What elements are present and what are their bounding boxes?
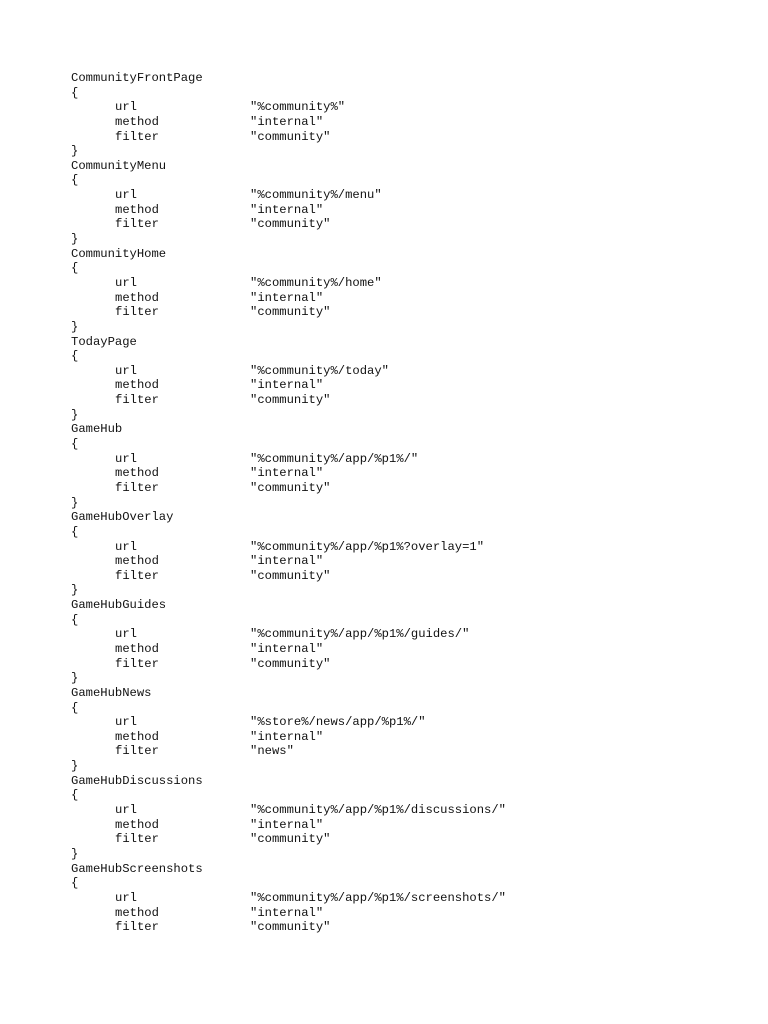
entry-key: url bbox=[115, 451, 137, 466]
close-brace: } bbox=[71, 144, 79, 159]
entry-url bbox=[71, 627, 470, 642]
entry-url bbox=[71, 715, 426, 730]
config-block bbox=[71, 510, 485, 598]
entry-value: "%store%/news/app/%p1%/" bbox=[250, 715, 426, 730]
entry-value: "community" bbox=[250, 393, 331, 408]
open-brace: { bbox=[71, 876, 79, 891]
entry-value: "community" bbox=[250, 920, 331, 935]
entry-filter bbox=[71, 480, 331, 496]
entry-filter bbox=[71, 656, 331, 672]
entry-value: "news" bbox=[250, 744, 294, 759]
entry-key: method bbox=[115, 729, 159, 744]
close-brace: } bbox=[71, 407, 79, 422]
config-block bbox=[71, 773, 506, 862]
entry-key: method bbox=[115, 202, 159, 217]
block-name: TodayPage bbox=[71, 334, 137, 349]
entry-url bbox=[71, 363, 389, 379]
entry-key: method bbox=[115, 905, 159, 920]
entry-key: filter bbox=[115, 920, 159, 935]
entry-value: "community" bbox=[250, 129, 331, 144]
entry-method bbox=[71, 290, 324, 306]
config-block bbox=[71, 158, 382, 247]
entry-value: "community" bbox=[250, 480, 331, 495]
entry-key: filter bbox=[115, 305, 159, 320]
close-brace: } bbox=[71, 583, 79, 598]
close-brace: } bbox=[71, 759, 79, 774]
entry-value: "%community%/menu" bbox=[250, 188, 382, 203]
entry-method bbox=[71, 905, 324, 921]
entry-value: "internal" bbox=[250, 378, 324, 393]
config-document bbox=[71, 71, 506, 935]
entry-value: "internal" bbox=[250, 729, 324, 744]
entry-url bbox=[71, 188, 382, 203]
entry-key: url bbox=[115, 539, 137, 554]
block-name: CommunityMenu bbox=[71, 158, 167, 173]
entry-method bbox=[71, 202, 324, 218]
entry-filter bbox=[71, 568, 331, 584]
close-brace: } bbox=[71, 495, 79, 510]
open-brace: { bbox=[71, 524, 79, 539]
entry-key: filter bbox=[115, 832, 159, 847]
entry-value: "internal" bbox=[250, 290, 324, 305]
entry-value: "internal" bbox=[250, 114, 324, 129]
block-name: GameHub bbox=[71, 422, 123, 437]
entry-filter bbox=[71, 129, 331, 145]
entry-value: "internal" bbox=[250, 466, 324, 481]
entry-key: filter bbox=[115, 744, 159, 759]
entry-method bbox=[71, 114, 324, 130]
entry-key: url bbox=[115, 188, 137, 203]
block-name: GameHubScreenshots bbox=[71, 861, 203, 876]
entry-url bbox=[71, 100, 346, 115]
entry-key: url bbox=[115, 803, 137, 818]
entry-value: "internal" bbox=[250, 202, 324, 217]
entry-filter bbox=[71, 305, 331, 320]
entry-key: method bbox=[115, 554, 159, 569]
entry-filter bbox=[71, 217, 331, 232]
entry-key: method bbox=[115, 378, 159, 393]
config-block bbox=[71, 71, 346, 159]
entry-key: filter bbox=[115, 129, 159, 144]
entry-method bbox=[71, 466, 324, 481]
entry-key: method bbox=[115, 466, 159, 481]
config-block bbox=[71, 246, 382, 335]
entry-value: "community" bbox=[250, 217, 331, 232]
entry-value: "%community%/home" bbox=[250, 275, 382, 290]
entry-url bbox=[71, 539, 485, 555]
entry-key: filter bbox=[115, 393, 159, 408]
entry-value: "community" bbox=[250, 656, 331, 671]
open-brace: { bbox=[71, 788, 79, 803]
config-block bbox=[71, 685, 426, 774]
entry-key: url bbox=[115, 715, 137, 730]
entry-url bbox=[71, 275, 382, 291]
entry-value: "internal" bbox=[250, 641, 324, 656]
entry-filter bbox=[71, 920, 331, 935]
entry-key: url bbox=[115, 275, 137, 290]
close-brace: } bbox=[71, 846, 79, 861]
entry-value: "internal" bbox=[250, 905, 324, 920]
entry-value: "%community%/today" bbox=[250, 363, 389, 378]
block-name: GameHubNews bbox=[71, 685, 152, 700]
entry-key: url bbox=[115, 100, 137, 115]
entry-url bbox=[71, 890, 506, 906]
open-brace: { bbox=[71, 612, 79, 627]
entry-value: "%community%/app/%p1%/screenshots/" bbox=[250, 890, 506, 905]
entry-value: "community" bbox=[250, 305, 331, 320]
config-block bbox=[71, 422, 419, 510]
config-block bbox=[71, 334, 389, 423]
entry-key: filter bbox=[115, 568, 159, 583]
entry-value: "community" bbox=[250, 832, 331, 847]
entry-key: method bbox=[115, 114, 159, 129]
open-brace: { bbox=[71, 437, 79, 452]
entry-value: "%community%/app/%p1%?overlay=1" bbox=[250, 539, 485, 554]
entry-method bbox=[71, 641, 324, 657]
entry-value: "%community%/app/%p1%/guides/" bbox=[250, 627, 470, 642]
entry-key: url bbox=[115, 627, 137, 642]
entry-value: "internal" bbox=[250, 554, 324, 569]
entry-value: "%community%/app/%p1%/" bbox=[250, 451, 419, 466]
entry-value: "%community%/app/%p1%/discussions/" bbox=[250, 803, 506, 818]
config-block bbox=[71, 861, 506, 935]
block-name: GameHubGuides bbox=[71, 598, 167, 613]
entry-key: url bbox=[115, 363, 137, 378]
open-brace: { bbox=[71, 349, 79, 364]
open-brace: { bbox=[71, 261, 79, 276]
close-brace: } bbox=[71, 671, 79, 686]
block-name: GameHubDiscussions bbox=[71, 773, 203, 788]
config-block bbox=[71, 598, 470, 686]
open-brace: { bbox=[71, 85, 79, 100]
entry-method bbox=[71, 554, 324, 569]
entry-key: filter bbox=[115, 480, 159, 495]
close-brace: } bbox=[71, 232, 79, 247]
open-brace: { bbox=[71, 173, 79, 188]
entry-key: filter bbox=[115, 656, 159, 671]
entry-value: "community" bbox=[250, 568, 331, 583]
entry-url bbox=[71, 451, 419, 467]
block-name: CommunityFrontPage bbox=[71, 71, 203, 85]
entry-key: url bbox=[115, 890, 137, 905]
entry-filter bbox=[71, 744, 294, 759]
entry-key: method bbox=[115, 641, 159, 656]
entry-value: "internal" bbox=[250, 817, 324, 832]
entry-value: "%community%" bbox=[250, 100, 346, 115]
entry-filter bbox=[71, 832, 331, 847]
close-brace: } bbox=[71, 319, 79, 334]
block-name: GameHubOverlay bbox=[71, 510, 174, 525]
entry-method bbox=[71, 817, 324, 833]
entry-filter bbox=[71, 393, 331, 408]
entry-method bbox=[71, 378, 324, 393]
entry-key: filter bbox=[115, 217, 159, 232]
block-name: CommunityHome bbox=[71, 246, 167, 261]
entry-key: method bbox=[115, 817, 159, 832]
entry-method bbox=[71, 729, 324, 745]
entry-url bbox=[71, 803, 506, 818]
entry-key: method bbox=[115, 290, 159, 305]
open-brace: { bbox=[71, 700, 79, 715]
